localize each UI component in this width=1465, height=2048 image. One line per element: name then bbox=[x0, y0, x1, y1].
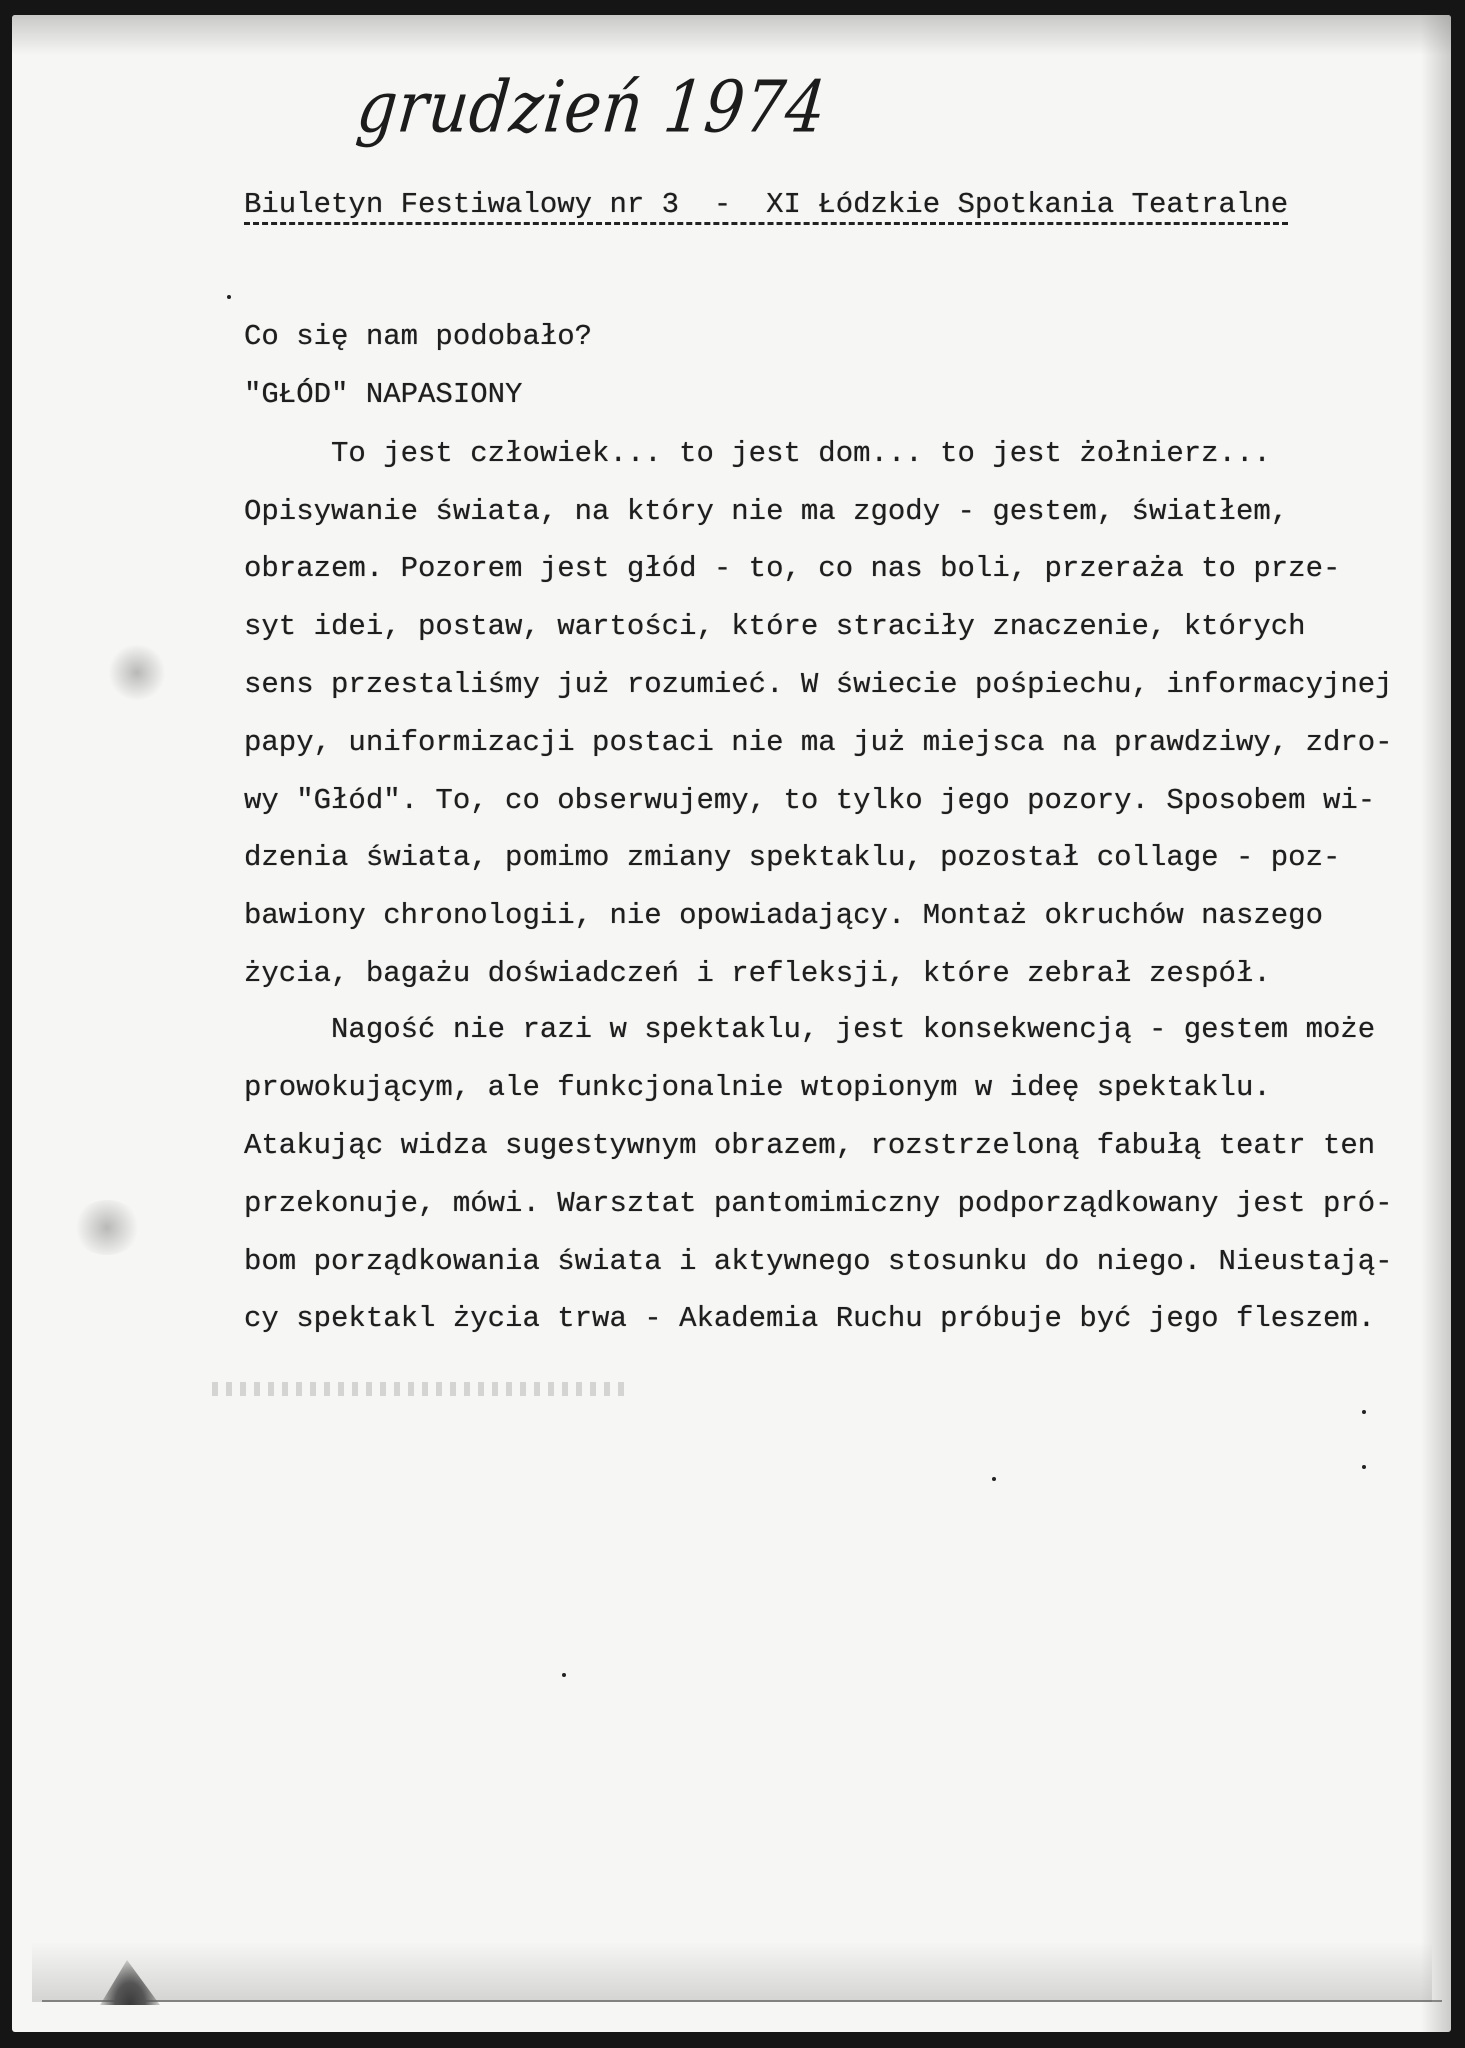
body-line: obrazem. Pozorem jest głód - to, co nas boli, przeraża to prze- bbox=[244, 552, 1341, 585]
handwritten-date: grudzień 1974 bbox=[353, 65, 831, 149]
body-line: sens przestaliśmy już rozumieć. W świecie pośpiechu, informacyjnej bbox=[244, 668, 1393, 701]
speck bbox=[1362, 1410, 1366, 1414]
bulletin-header: Biuletyn Festiwalowy nr 3 - XI Łódzkie Spotkania Teatralne bbox=[244, 188, 1288, 225]
speck bbox=[227, 295, 231, 299]
scanned-page bbox=[12, 15, 1451, 2032]
scan-shadow-top bbox=[12, 15, 1451, 55]
smudge-mark bbox=[107, 645, 167, 700]
speck bbox=[1362, 1465, 1366, 1469]
scan-shadow-bottom bbox=[32, 1942, 1432, 2002]
body-line: dzenia świata, pomimo zmiany spektaklu, pozostał collage - poz- bbox=[244, 841, 1341, 874]
section-question: Co się nam podobało? bbox=[244, 320, 593, 353]
faded-line bbox=[212, 1382, 632, 1396]
body-line: Atakując widza sugestywnym obrazem, rozstrzeloną fabułą teatr ten bbox=[244, 1129, 1376, 1162]
body-line: cy spektakl życia trwa - Akademia Ruchu próbuje być jego fleszem. bbox=[244, 1302, 1376, 1335]
body-line: Opisywanie świata, na który nie ma zgody - gestem, światłem, bbox=[244, 495, 1289, 528]
body-line: przekonuje, mówi. Warsztat pantomimiczny podporządkowany jest pró- bbox=[244, 1187, 1393, 1220]
article-title: "GŁÓD" NAPASIONY bbox=[244, 378, 523, 411]
speck bbox=[562, 1673, 566, 1677]
body-line: prowokującym, ale funkcjonalnie wtopionym w ideę spektaklu. bbox=[244, 1071, 1271, 1104]
body-line: syt idei, postaw, wartości, które straciły znaczenie, których bbox=[244, 610, 1306, 643]
body-line: życia, bagażu doświadczeń i refleksji, które zebrał zespół. bbox=[244, 957, 1271, 990]
body-line: bom porządkowania świata i aktywnego stosunku do niego. Nieustają- bbox=[244, 1245, 1393, 1278]
smudge-mark bbox=[72, 1200, 142, 1255]
body-line: To jest człowiek... to jest dom... to jest żołnierz... bbox=[244, 437, 1271, 470]
body-line: bawiony chronologii, nie opowiadający. Montaż okruchów naszego bbox=[244, 899, 1323, 932]
scan-shadow-right bbox=[1421, 15, 1451, 2032]
fold-line bbox=[42, 2000, 1442, 2002]
body-line: wy "Głód". To, co obserwujemy, to tylko jego pozory. Sposobem wi- bbox=[244, 784, 1376, 817]
speck bbox=[992, 1477, 996, 1481]
body-line: papy, uniformizacji postaci nie ma już miejsca na prawdziwy, zdro- bbox=[244, 726, 1393, 759]
body-line: Nagość nie razi w spektaklu, jest konsekwencją - gestem może bbox=[244, 1013, 1376, 1046]
